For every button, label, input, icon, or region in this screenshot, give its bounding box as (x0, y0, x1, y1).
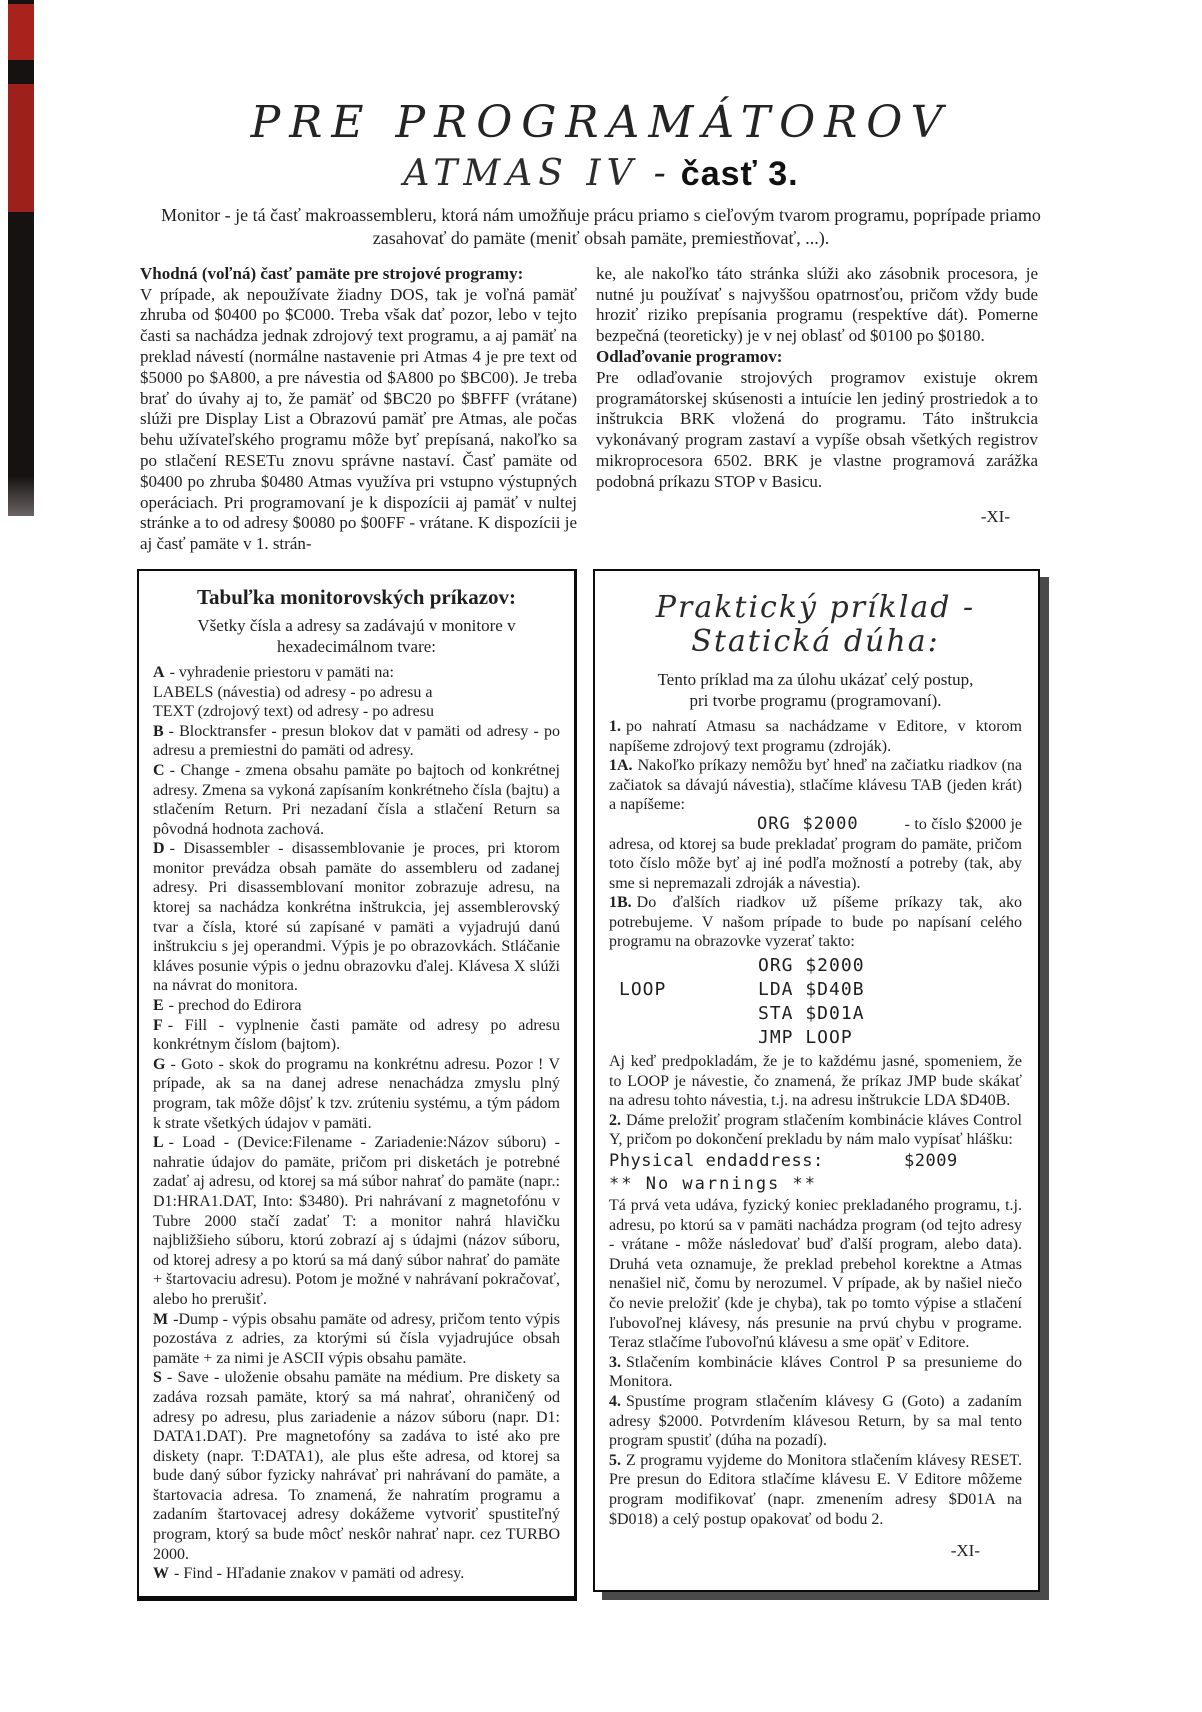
monitor-box-subtitle: Všetky čísla a adresy sa zadávajú v monitore v hexadecimálnom tvare: (197, 615, 516, 656)
code-line: STA $D01A (758, 1003, 865, 1025)
command-entry-labels: LABELS (návestia) od adresy - po adresu a (153, 683, 433, 701)
command-entry-e: E - prechod do Edirora (153, 997, 302, 1015)
compiler-message-line: Physical endaddress: $2009 (609, 1151, 958, 1172)
command-entry-s: S - Save - uloženie obsahu pamäte na médium. Pre diskety sa zadáva rozsah pamäte, ktorý sa má nahrať, ohraničený od adresy po adresu, plus zariadenie a názov súboru (napr. D1: DATA1.DAT). Pre magnetofóny sa zadáva to isté ako pre diskety (napr. T:DATA1), ale plus ešte adresa, od ktorej sa bude daný súbor fyzicky nahrávať pri nahrávaní do pamäte, a štartovacia adresa. To znamená, že nahratím programu a zadaním štartovacej adresy dokážeme vytvoriť spustiteľný program, ktorý sa bude môcť neskôr nahrať napr. cez TURBO 2000. (153, 1369, 560, 1563)
part-number: časť 3. (680, 155, 799, 194)
intro-paragraph (40, 204, 1162, 250)
org-directive-note: ORG $2000 - to číslo $2000 je adresa, od ktorej sa bude prekladať program do pamäte, pričom toto číslo môže byť aj iné podľa možností a potreby (tak, aby sme si nepremazali zdroják a návestia). (609, 813, 1022, 892)
command-entry-g: G - Goto - skok do programu na konkrétnu adresu. Pozor ! V prípade, ak sa na danej adrese nenachádza zmyslu plný program, tak môže dôjsť k tzv. zrúteniu systému, a tým pádom k strate všetkých údajov v pamäti. (153, 1055, 560, 1132)
debug-column (596, 264, 1038, 555)
example-box-title: Praktický príklad - Statická dúha: (655, 589, 976, 659)
step-3: 3. Stlačením kombinácie kláves Control P sa presunieme do Monitora. (609, 1353, 1022, 1391)
org-code: ORG $2000 (757, 813, 859, 834)
message-explanation: Tá prvá veta udáva, fyzický koniec prekladaného programu, t.j. adresu, po ktorú sa v pamäti nachádza program (od tejto adresy - vrátane - môže následovať buď ďalší program, alebo data). Druhá veta oznamuje, že preklad prebehol korektne a Atmas nenašiel nič, čomu by nerozumel. V prípade, ak by našiel niečo čo nevie preložiť (kde je chyba), tak po tomto výpise a stlačení ľubovoľnej klávesy, nás presunie na prvú chybu v programe. Teraz stlačíme ľubovoľnú klávesu a sme opäť v Editore. (609, 1197, 1022, 1352)
page-header (0, 97, 1202, 250)
page-title: PRE PROGRAMÁTOROV (250, 97, 952, 148)
debug-heading: Odlaďovanie programov: (596, 346, 783, 366)
command-entry-w: W - Find - Hľadanie znakov v pamäti od adresy. (153, 1565, 465, 1583)
debug-paragraph: ke, ale nakoľko táto stránka slúži ako zásobnik procesora, je nutné ju používať s najvyššou opatrnosťou, pričom vždy bude hroziť riziko prepísania programu (respektíve dát). Pomerne bezpečná (teoreticky) je v nej oblasť od $0100 po $0180. (596, 263, 1038, 346)
step-4: 4. Spustíme program stlačením klávesy G (Goto) a zadaním adresy $2000. Potvrdením klávesou Return, by sa mal tento program spustiť (dúha na pozadí). (609, 1392, 1022, 1450)
memory-body: V prípade, ak nepoužívate žiadny DOS, tak je voľná pamäť zhruba od $0400 po $C000. Treba však dať pozor, lebo v tejto časti sa nachádza jednak zdrojový text programu, a aj pamäť na preklad návestí (normálne nastavenie pri Atmas 4 je pre text od $5000 po $A800, a pre návestia od $A800 po $BC00). Je treba brať do úvahy aj to, že pamäť od $BC20 po $BFFF (vrátane) slúži pre Display List a Obrazovú pamäť pre Atmas, ale počas behu užívateľského programu môže byť prepísaná, nakoľko sa po stlačení RESETu znovu správne nastaví. Časť pamäte od $0400 po zhruba $0480 Atmas využíva pri vstupno výstupných operáciach. Pri programovaní je k dispozícii aj pamäť v nultej stránke a to od adresy $0080 po $00FF - vrátane. K dispozícii je aj časť pamäte v 1. strán- (140, 284, 577, 554)
boxed-section (137, 569, 1202, 1601)
scan-red-mark (8, 4, 34, 60)
compiler-message-line: ** No warnings ** (609, 1174, 817, 1195)
two-column-section (140, 264, 1038, 555)
memory-column (140, 264, 577, 555)
subtitle-separator: - (653, 153, 666, 195)
example-subtitle-line: Tento príklad ma za úlohu ukázať celý postup, (657, 669, 974, 689)
intro-line: Monitor - je tá časť makroassembleru, ktorá nám umožňuje prácu priamo s cieľovým tvarom programu, poprípade priamo (161, 204, 1041, 225)
loop-explanation: Aj keď predpokladám, že je to každému jasné, spomeniem, že to LOOP je návestie, čo znamená, že príkaz JMP bude skákať na adresu tohto návestia, t.j. na adresu inštrukcie LDA $D40B. (609, 1053, 1022, 1110)
step-2: 2. Dáme preložiť program stlačením kombinácie kláves Control Y, pričom po dokončení prekladu by nám malo vypísať hlášku: (609, 1111, 1022, 1149)
command-entry-f: F - Fill - vyplnenie časti pamäte od adresy po adresu konkrétnym číslom (bajtom). (153, 1016, 560, 1054)
code-line: JMP LOOP (758, 1027, 853, 1049)
command-entry-c: C - Change - zmena obsahu pamäte po bajtoch od konkrétnej adresy. Zmena sa vykoná zapísaním konkrétneho čísla (bajtu) a stlačením Return. Pri nezadaní čísla a stlačení Return sa pôvodná hodnota zachová. (153, 761, 560, 838)
example-box-subtitle (609, 669, 1022, 711)
command-entry-b: B - Blocktransfer - presun blokov dat v pamäti od adresy - po adresu a premiestni do pamäti od adresy. (153, 722, 560, 760)
command-entry-text: TEXT (zdrojový text) od adresy - po adresu (153, 703, 434, 721)
page-subtitle (0, 154, 1202, 194)
command-entry-l: L - Load - (Device:Filename - Zariadenie:Názov súboru) - nahratie údajov do pamäte, pričom pri disketách je potrebné zadať aj adresu, od ktorej sa má súbor nahrať do pamäte (napr.: D1:HRA1.DAT, Into: $3480). Pri nahrávaní z magnetofónu v Tubre 2000 stačí zadať T: a monitor nahrá hlavičku najbližšieho súboru, ktorú zobrazí aj s údajmi (názov súboru, od ktorej adresy a po ktorú sa má daný súbor nahrať do pamäte + štartovaciu adresu). Potom je možné v nahrávaní pokračovať, alebo ho prerušiť. (153, 1134, 560, 1308)
step-5: 5. Z programu vyjdeme do Monitora stlačením klávesy RESET. Pre presun do Editora stlačíme klávesu E. V Editore môžeme program modifikovať (napr. zmenením adresy $D01A na $D018) a celý postup opakovať od bodu 2. (609, 1451, 1022, 1528)
scan-red-mark (8, 84, 34, 212)
assembly-code-block (609, 954, 1022, 1050)
practical-example-box (593, 569, 1040, 1592)
memory-heading: Vhodná (voľná) časť pamäte pre strojové programy: (140, 263, 524, 283)
command-entry-m: M -Dump - výpis obsahu pamäte od adresy, pričom tento výpis pozostáva z adries, za ktorými sú čísla vyjadrujúce obsah pamäte + za nimi je ASCII výpis obsahu pamäte. (153, 1310, 560, 1367)
step-1b: 1B. Do ďalších riadkov už píšeme príkazy tak, ako potrebujeme. V našom prípade to bude po napísaní celého programu na obrazovke vyzerať takto: (609, 894, 1022, 951)
intro-line: zasahovať do pamäte (meniť obsah pamäte, premiestňovať, ...). (372, 227, 830, 248)
scan-edge-artifact (8, 0, 34, 516)
series-title: ATMAS IV (403, 153, 639, 195)
example-subtitle-line: pri tvorbe programu (programovaní). (689, 690, 942, 710)
scan-fade (8, 476, 34, 516)
command-entry-d: D - Disassembler - disassemblovanie je proces, pri ktorom monitor prevádza obsah pamäte do assembleru od zadanej adresy. Pri disassemblovaní monitor zobrazuje adresu, na ktorej sa nachádza konkrétna inštrukcia, jej assemblerovský tvar a čísla, ktoré sú zapísané v pamäti a vyjadrujú danú inštrukciu s jej operandmi. Výpis je po obrazovkách. Stláčanie kláves posunie výpis o jednu obrazovku ďalej. Klávesa X slúži na návrat do monitora. (153, 840, 560, 995)
debug-paragraph: Pre odlaďovanie strojových programov existuje okrem programátorskej skúsenosti a intuície len jediný prostriedok a to inštrukcia BRK vložená do programu. Táto inštrukcia vykonávaný program zastaví a vypíše obsah všetkých registrov mikroprocesora 6502. BRK je vlastne programová zarážka podobná príkazu STOP v Basicu. (596, 367, 1038, 491)
code-line: ORG $2000 (758, 955, 865, 977)
monitor-box-title: Tabuľka monitorovských príkazov: (196, 584, 517, 609)
command-entry-a: A - vyhradenie priestoru v pamäti na: (153, 663, 394, 681)
monitor-commands-box (137, 569, 577, 1601)
step-1: 1. po nahratí Atmasu sa nachádzame v Editore, v ktorom napíšeme zdrojový text programu (zdroják). (609, 717, 1022, 755)
step-1a: 1A. Nakoľko príkazy nemôžu byť hneď na začiatku riadkov (na začiatok sa dávajú návestia), stlačíme klávesu TAB (jeden krát) a napíšeme: (609, 757, 1022, 814)
author-signature: -XI- (950, 1541, 980, 1561)
author-signature: -XI- (980, 506, 1010, 526)
code-line: LOOP LDA $D40B (619, 979, 865, 1001)
